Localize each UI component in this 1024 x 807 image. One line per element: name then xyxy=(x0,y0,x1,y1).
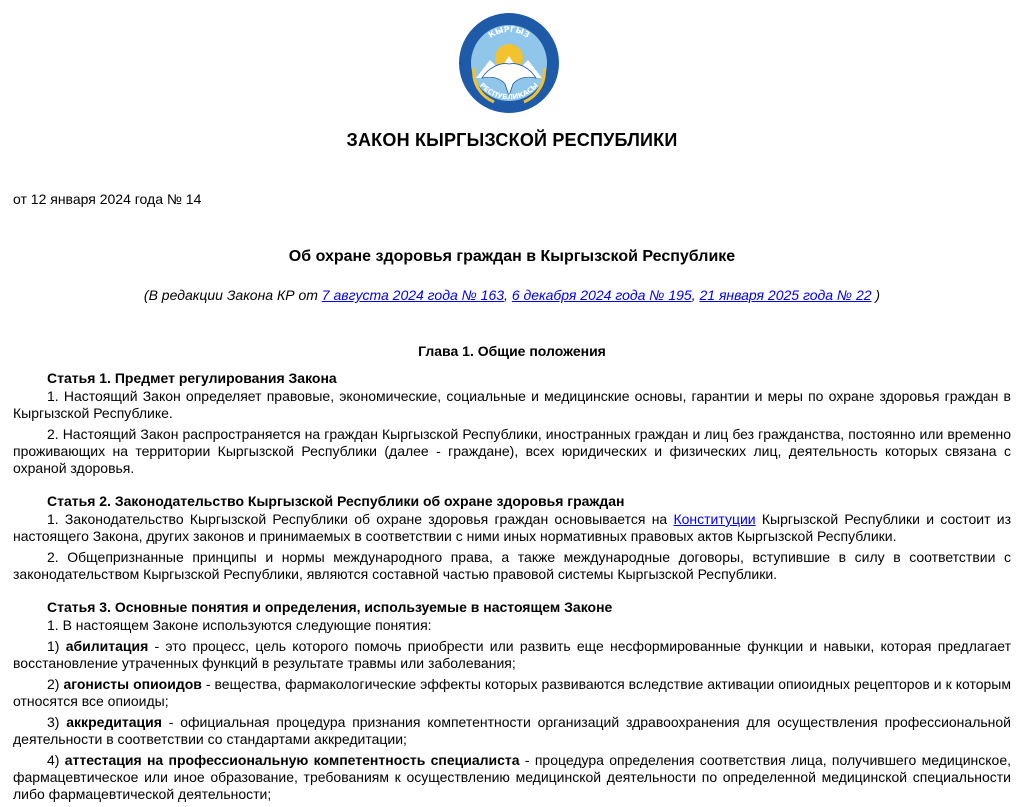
article-1-title: Статья 1. Предмет регулирования Закона xyxy=(47,370,337,386)
article-1-para-1: 1. Настоящий Закон определяет правовые, экономические, социальные и медицинские основы, гарантии и меры по охране здоровья граждан в Кыргызской Республике. xyxy=(13,388,1011,421)
definition-term: аккредитация xyxy=(66,714,162,730)
definition-number: 2) xyxy=(47,676,64,692)
definition-text: - официальная процедура признания компетентности организаций здравоохранения для осуществления профессиональной деятельности в соответствии со стандартами аккредитации; xyxy=(13,714,1011,747)
article-1-para-2: 2. Настоящий Закон распространяется на граждан Кыргызской Республики, иностранных граждан и лиц без гражданства, постоянно или временно проживающих на территории Кыргызской Республики (далее - граждане), всех юридических и физических лиц, деятельность которых связана с охраной здоровья. xyxy=(13,426,1011,476)
definition-item xyxy=(13,752,1011,803)
definition-term: абилитация xyxy=(65,638,149,654)
emblem-graphic xyxy=(458,12,560,114)
definition-number: 4) xyxy=(47,752,65,768)
chapter-title: Глава 1. Общие положения xyxy=(418,343,606,359)
article-2-para-1-text: 1. Законодательство Кыргызской Республики об охране здоровья граждан основывается на xyxy=(47,511,674,527)
article-3-intro: 1. В настоящем Законе используются следующие понятия: xyxy=(47,617,432,633)
emblem-bottom-text: РЕСПУБЛИКАСЫ xyxy=(478,81,540,102)
definition-term: агонисты опиоидов xyxy=(63,676,202,692)
emblem-top-text: КЫРГЫЗ xyxy=(486,24,532,40)
article-2-para-1 xyxy=(13,511,1011,545)
law-title: ЗАКОН КЫРГЫЗСКОЙ РЕСПУБЛИКИ xyxy=(346,130,678,150)
state-emblem xyxy=(458,12,560,114)
law-body xyxy=(13,370,1011,807)
amendments-sep: , xyxy=(691,287,700,303)
amendments-prefix: (В редакции Закона КР от xyxy=(143,287,322,303)
amendments-line xyxy=(0,287,1024,303)
amendments-suffix: ) xyxy=(871,287,881,303)
definition-number: 1) xyxy=(47,638,66,654)
definition-text: - это процесс, цель которого помочь приобрести или развить еще несформированные функции и навыки, которая предлагает восстановление утраченных функций в результате травмы или заболевания; xyxy=(13,638,1011,671)
amendment-link-3[interactable]: 21 января 2025 года № 22 xyxy=(699,287,872,303)
definition-item xyxy=(13,676,1011,710)
definition-text: - процедура определения соответствия лица, получившего медицинское, фармацевтическое или иное образование, требованиям к осуществлению медицинской деятельности по определенной медицинской специальности либо фармацевтической деятельности; xyxy=(13,752,1012,802)
definition-number: 3) xyxy=(47,714,67,730)
law-date: от 12 января 2024 года № 14 xyxy=(13,191,202,207)
definition-text: - вещества, фармакологические эффекты которых развиваются вследствие активации опиоидных рецепторов и к которым относятся все опиоиды; xyxy=(13,676,1011,709)
article-3-title: Статья 3. Основные понятия и определения, используемые в настоящем Законе xyxy=(47,599,613,615)
article-2-para-1-text-cont: Кыргызской Республики и состоит из настоящего Закона, других законов и принимаемых в соответствии с ними иных нормативных правовых актов Кыргызской Республики. xyxy=(13,511,1012,544)
article-2-title: Статья 2. Законодательство Кыргызской Республики об охране здоровья граждан xyxy=(47,493,625,509)
law-name: Об охране здоровья граждан в Кыргызской Республике xyxy=(288,248,736,265)
amendment-link-1[interactable]: 7 августа 2024 года № 163 xyxy=(321,287,505,303)
amendments-sep: , xyxy=(504,287,512,303)
article-2-para-2: 2. Общепризнанные принципы и нормы международного права, а также международные договоры, вступившие в силу в соответствии с законодательством Кыргызской Республики, являются составной частью правовой системы Кыргызской Республики. xyxy=(13,549,1011,582)
amendment-link-2[interactable]: 6 декабря 2024 года № 195 xyxy=(511,287,692,303)
definition-item xyxy=(13,714,1011,748)
definition-item xyxy=(13,638,1011,672)
constitution-link[interactable]: Конституции xyxy=(673,511,756,527)
definition-term: аттестация на профессиональную компетентность специалиста xyxy=(64,752,520,768)
